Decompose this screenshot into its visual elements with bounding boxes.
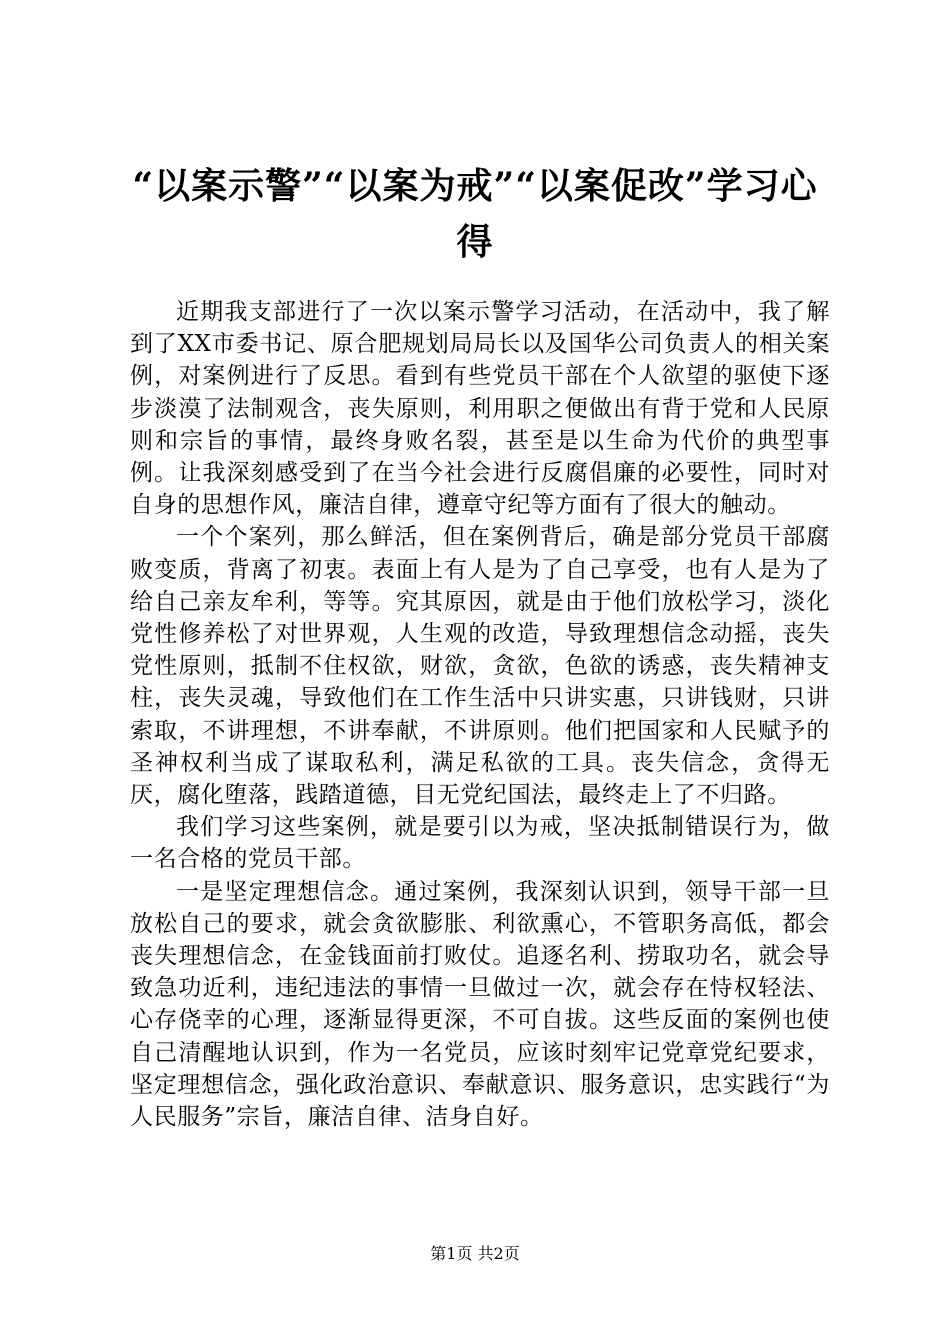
page-footer: 第1页 共2页 [430,1244,520,1263]
paragraph-1: 近期我支部进行了一次以案示警学习活动，在活动中，我了解到了XX市委书记、原合肥规划局局长以及国华公司负责人的相关案例，对案例进行了反思。看到有些党员干部在个人欲望的驱使下逐步淡漠了法制观含，丧失原则，利用职之便做出有背于党和人民原则和宗旨的事情，最终身败名裂，甚至是以生命为代价的典型事例。让我深刻感受到了在当今社会进行反腐倡廉的必要性，同时对自身的思想作风，廉洁自律，遵章守纪等方面有了很大的触动。 [130,299,830,519]
paragraph-4: 一是坚定理想信念。通过案例，我深刻认识到，领导干部一旦放松自己的要求，就会贪欲膨胀、利欲熏心，不管职务高低，都会丧失理想信念，在金钱面前打败仗。追逐名利、捞取功名，就会导致急功近利，违纪违法的事情一旦做过一次，就会存在恃权轻法、心存侥幸的心理，逐渐显得更深，不可自拔。这些反面的案例也使自己清醒地认识到，作为一名党员，应该时刻牢记党章党纪要求，坚定理想信念，强化政治意识、奉献意识、服务意识，忠实践行“为人民服务”宗旨，廉洁自律、洁身自好。 [130,878,830,1131]
document-title: “以案示警”“以案为戒”“以案促改”学习心得 [132,165,818,263]
document-body [130,296,830,1133]
paragraph-2: 一个个案列，那么鲜活，但在案例背后，确是部分党员干部腐败变质，背离了初衷。表面上有人是为了自己享受，也有人是为了给自己亲友牟利，等等。究其原因，就是由于他们放松学习，淡化党性修养松了对世界观，人生观的改造，导致理想信念动摇，丧失党性原则，抵制不住权欲，财欲，贪欲，色欲的诱惑，丧失精神支柱，丧失灵魂，导致他们在工作生活中只讲实惠，只讲钱财，只讲索取，不讲理想，不讲奉献，不讲原则。他们把国家和人民赋予的圣神权利当成了谋取私利，满足私欲的工具。丧失信念，贪得无厌，腐化堕落，践踏道德，目无党纪国法，最终走上了不归路。 [130,524,830,809]
paragraph-3: 我们学习这些案例，就是要引以为戒，坚决抵制错误行为，做一名合格的党员干部。 [130,814,830,873]
